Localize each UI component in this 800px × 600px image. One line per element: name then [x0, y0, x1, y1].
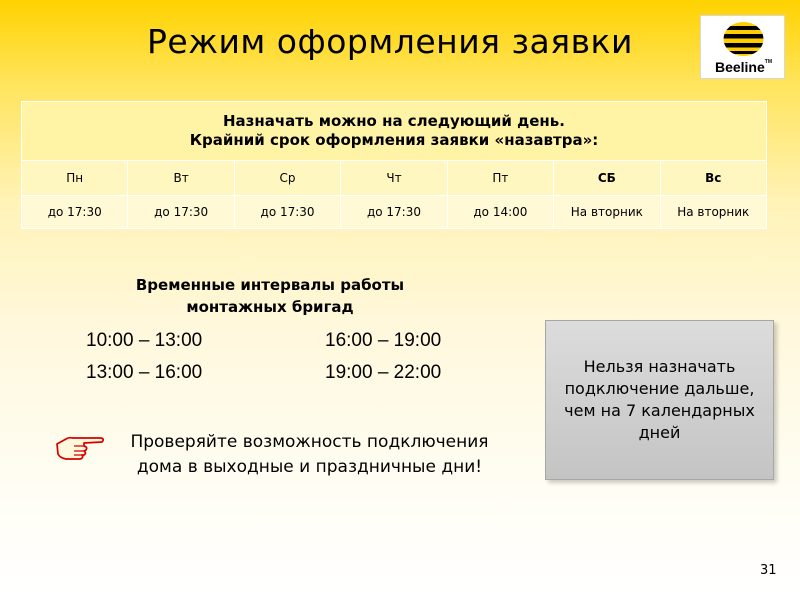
- deadline-cell: На вторник: [554, 196, 660, 229]
- beeline-logo: [700, 15, 785, 79]
- time-slot: 19:00 – 22:00: [325, 362, 442, 383]
- deadline-cell: до 17:30: [341, 196, 447, 229]
- day-header: Вс: [660, 161, 766, 196]
- intervals-title-line-1: Временные интервалы работы: [135, 276, 405, 294]
- beeline-striped-ball-icon: [721, 20, 766, 58]
- day-header: Пн: [22, 161, 128, 196]
- deadline-cell: до 14:00: [447, 196, 553, 229]
- page-title: Режим оформления заявки: [147, 22, 633, 61]
- logo-trademark: TM: [764, 59, 773, 65]
- day-header: Чт: [341, 161, 447, 196]
- time-slot: 13:00 – 16:00: [86, 362, 203, 383]
- deadline-cell: На вторник: [660, 196, 766, 229]
- booking-limit-note: [545, 320, 774, 480]
- time-slot: 10:00 – 13:00: [86, 330, 203, 351]
- booking-limit-text: Нельзя назначать подключение дальше, чем на 7 календарных дней: [564, 357, 755, 442]
- time-slot: 16:00 – 19:00: [325, 330, 442, 351]
- pointing-hand-icon: [54, 434, 106, 464]
- day-header: Пт: [447, 161, 553, 196]
- deadline-cell: до 17:30: [128, 196, 234, 229]
- heading-line-2: Крайний срок оформления заявки «назавтра»:: [189, 131, 599, 149]
- warning-line-2: дома в выходные и праздничные дни!: [136, 457, 483, 477]
- deadline-cell: до 17:30: [22, 196, 128, 229]
- logo-text: Beeline: [714, 59, 765, 75]
- page-number: 31: [760, 563, 777, 578]
- weekend-warning: [112, 430, 507, 480]
- day-header: Ср: [234, 161, 340, 196]
- deadline-cell: до 17:30: [234, 196, 340, 229]
- heading-line-1: Назначать можно на следующий день.: [223, 112, 565, 130]
- day-header: СБ: [554, 161, 660, 196]
- deadline-table-heading: [22, 102, 767, 161]
- intervals-title-line-2: монтажных бригад: [186, 298, 354, 316]
- warning-line-1: Проверяйте возможность подключения: [130, 432, 489, 452]
- intervals-title: [100, 274, 440, 318]
- deadline-table: [21, 101, 767, 229]
- day-header: Вт: [128, 161, 234, 196]
